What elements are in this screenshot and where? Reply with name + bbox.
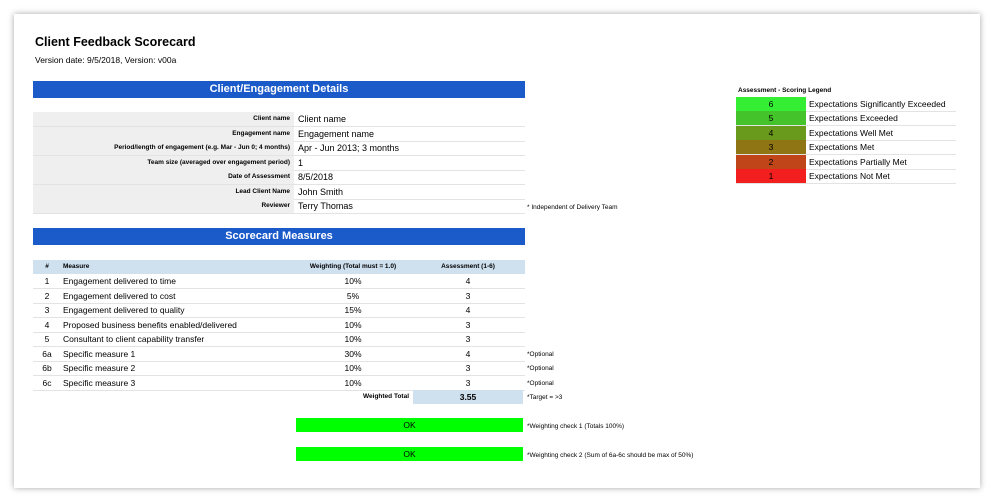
weighting-check-1-status: OK bbox=[296, 418, 523, 432]
assessment-cell[interactable]: 4 bbox=[465, 305, 471, 315]
weighting-check-2-status: OK bbox=[296, 447, 523, 461]
assessment-cell[interactable]: 3 bbox=[465, 320, 471, 330]
legend-label: Expectations Partially Met bbox=[809, 157, 907, 167]
version-label: Version date: 9/5/2018, Version: v00a bbox=[35, 55, 177, 65]
assessment-cell[interactable]: 3 bbox=[465, 334, 471, 344]
assessment-cell[interactable]: 3 bbox=[465, 378, 471, 388]
measure-num: 4 bbox=[44, 320, 50, 330]
measure-name: Proposed business benefits enabled/delivered bbox=[63, 320, 237, 330]
measure-name: Specific measure 1 bbox=[63, 349, 136, 359]
table-row bbox=[33, 347, 525, 362]
legend-label: Expectations Not Met bbox=[809, 171, 890, 181]
table-row bbox=[33, 361, 525, 376]
table-row bbox=[33, 332, 525, 347]
legend-row bbox=[736, 169, 956, 184]
legend-score: 5 bbox=[736, 111, 806, 125]
lead-client-field[interactable]: John Smith bbox=[298, 187, 344, 197]
detail-label: Client name bbox=[33, 112, 294, 126]
scorecard-sheet bbox=[14, 14, 980, 488]
optional-note: *Optional bbox=[527, 351, 554, 358]
legend-title: Assessment - Scoring Legend bbox=[738, 87, 832, 94]
detail-label: Lead Client Name bbox=[33, 185, 294, 199]
measure-name: Engagement delivered to quality bbox=[63, 305, 185, 315]
detail-row-date bbox=[33, 170, 525, 185]
scorecard-heading: Scorecard Measures bbox=[33, 228, 525, 245]
legend-score: 6 bbox=[736, 97, 806, 111]
assessment-cell[interactable]: 4 bbox=[465, 349, 471, 359]
weighting-cell[interactable]: 10% bbox=[344, 363, 362, 373]
table-row bbox=[33, 303, 525, 318]
legend-row bbox=[736, 97, 956, 112]
table-row bbox=[33, 274, 525, 289]
measure-num: 2 bbox=[44, 291, 50, 301]
details-spacer-row bbox=[33, 98, 525, 111]
detail-label: Engagement name bbox=[33, 127, 294, 141]
detail-label: Period/length of engagement (e.g. Mar - Jun 0; 4 months) bbox=[33, 141, 294, 155]
optional-note: *Optional bbox=[527, 365, 554, 372]
legend-score: 1 bbox=[736, 169, 806, 183]
detail-row-team-size bbox=[33, 156, 525, 171]
weighting-cell[interactable]: 10% bbox=[344, 276, 362, 286]
measures-header-row bbox=[33, 260, 525, 274]
legend-score: 4 bbox=[736, 126, 806, 140]
legend-row bbox=[736, 140, 956, 155]
measure-name: Specific measure 2 bbox=[63, 363, 136, 373]
client-name-field[interactable]: Client name bbox=[298, 114, 347, 124]
detail-label: Reviewer bbox=[33, 199, 294, 213]
weighting-check-2-note: *Weighting check 2 (Sum of 6a-6c should be max of 50%) bbox=[527, 452, 694, 459]
page-title: Client Feedback Scorecard bbox=[35, 35, 196, 49]
legend-label: Expectations Significantly Exceeded bbox=[809, 99, 946, 109]
detail-row-period bbox=[33, 141, 525, 156]
col-header-num: # bbox=[45, 263, 49, 270]
assessment-cell[interactable]: 3 bbox=[465, 291, 471, 301]
legend-score: 3 bbox=[736, 140, 806, 154]
detail-row-client-name bbox=[33, 112, 525, 127]
measure-num: 6c bbox=[42, 378, 52, 388]
table-row bbox=[33, 289, 525, 304]
table-row bbox=[33, 376, 525, 391]
measure-num: 5 bbox=[44, 334, 50, 344]
team-size-field[interactable]: 1 bbox=[298, 158, 304, 168]
legend-row bbox=[736, 111, 956, 126]
detail-label: Team size (averaged over engagement period) bbox=[33, 156, 294, 170]
measure-num: 3 bbox=[44, 305, 50, 315]
reviewer-note: * Independent of Delivery Team bbox=[527, 204, 618, 211]
col-header-measure: Measure bbox=[63, 263, 90, 270]
details-heading: Client/Engagement Details bbox=[33, 81, 525, 98]
measure-name: Specific measure 3 bbox=[63, 378, 136, 388]
legend-label: Expectations Met bbox=[809, 142, 875, 152]
weighting-cell[interactable]: 15% bbox=[344, 305, 362, 315]
measure-name: Engagement delivered to time bbox=[63, 276, 176, 286]
measure-num: 1 bbox=[44, 276, 50, 286]
table-row bbox=[33, 318, 525, 333]
period-field[interactable]: Apr - Jun 2013; 3 months bbox=[298, 143, 400, 153]
weighting-cell[interactable]: 5% bbox=[346, 291, 360, 301]
assessment-cell[interactable]: 4 bbox=[465, 276, 471, 286]
detail-row-reviewer bbox=[33, 199, 525, 214]
optional-note: *Optional bbox=[527, 380, 554, 387]
col-header-weighting: Weighting (Total must = 1.0) bbox=[309, 263, 397, 270]
weighted-total-value: 3.55 bbox=[413, 390, 523, 404]
assessment-cell[interactable]: 3 bbox=[465, 363, 471, 373]
engagement-name-field[interactable]: Engagement name bbox=[298, 129, 375, 139]
legend-row bbox=[736, 155, 956, 170]
weighted-total-label: Weighted Total bbox=[363, 393, 409, 400]
detail-row-engagement-name bbox=[33, 127, 525, 142]
weighting-cell[interactable]: 10% bbox=[344, 320, 362, 330]
legend-label: Expectations Exceeded bbox=[809, 113, 898, 123]
weighting-cell[interactable]: 30% bbox=[344, 349, 362, 359]
detail-row-lead-client bbox=[33, 185, 525, 200]
measure-num: 6b bbox=[42, 363, 52, 373]
weighting-check-1-note: *Weighting check 1 (Totals 100%) bbox=[527, 423, 625, 430]
target-note: *Target = >3 bbox=[527, 394, 563, 401]
assessment-date-field[interactable]: 8/5/2018 bbox=[298, 172, 334, 182]
measure-name: Consultant to client capability transfer bbox=[63, 334, 205, 344]
weighting-cell[interactable]: 10% bbox=[344, 334, 362, 344]
reviewer-field[interactable]: Terry Thomas bbox=[298, 201, 353, 211]
legend-score: 2 bbox=[736, 155, 806, 169]
col-header-assessment: Assessment (1-6) bbox=[441, 263, 495, 270]
measure-num: 6a bbox=[42, 349, 52, 359]
legend-row bbox=[736, 126, 956, 141]
weighting-cell[interactable]: 10% bbox=[344, 378, 362, 388]
detail-label: Date of Assessment bbox=[33, 170, 294, 184]
legend-label: Expectations Well Met bbox=[809, 128, 893, 138]
measure-name: Engagement delivered to cost bbox=[63, 291, 176, 301]
